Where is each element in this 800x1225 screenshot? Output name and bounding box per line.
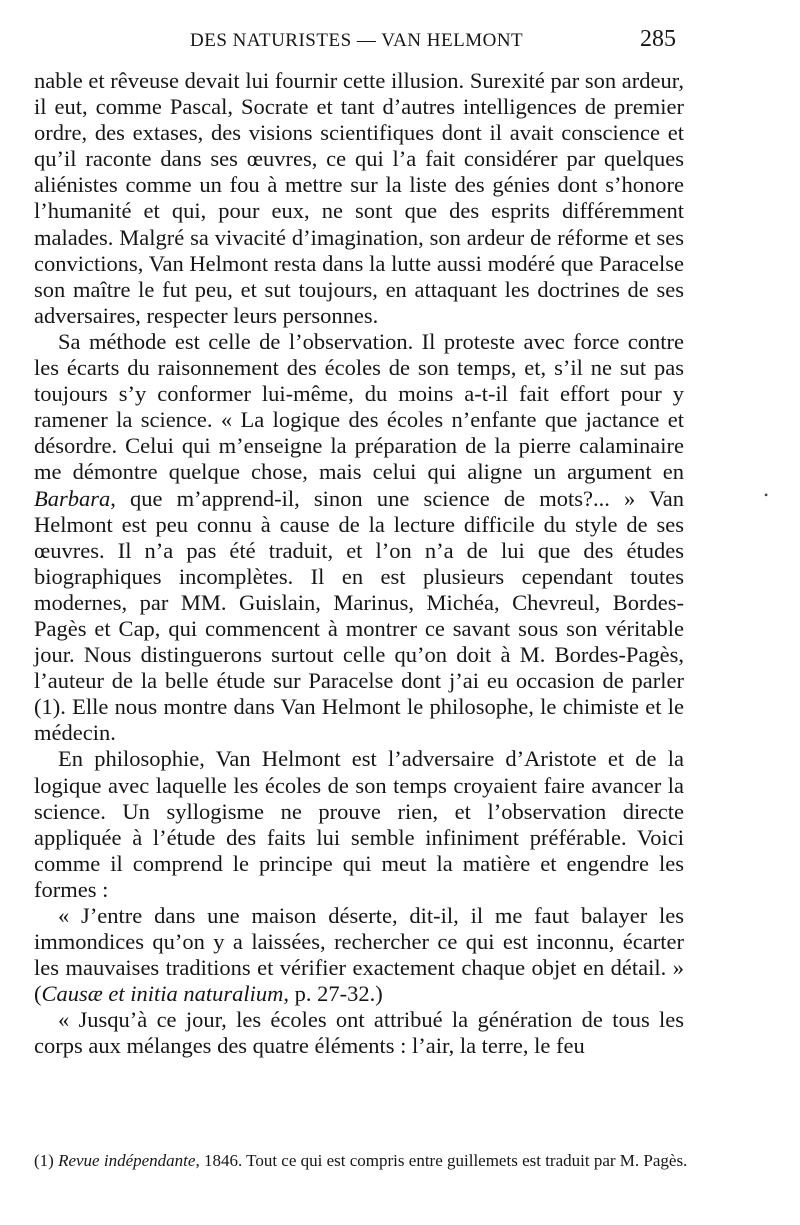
paragraph-4: [34, 903, 684, 1007]
paragraph-1: nable et rêveuse devait lui fournir cette illusion. Surexité par son ardeur, il eut, comme Pascal, Socrate et tant d’autres intelligences de premier ordre, des extases, des visions scientifiques dont il avait conscience et qu’il raconte dans ses œuvres, ce qui l’a fait considérer par quelques aliénistes comme un fou à mettre sur la liste des génies dont s’honore l’humanité et qui, pour eux, ne sont que des esprits différemment malades. Malgré sa vivacité d’imagination, son ardeur de réforme et ses convictions, Van Helmont resta dans la lutte aussi modéré que Paracelse son maître le fut peu, et sut toujours, en attaquant les doctrines de ses adversaires, respecter leurs personnes.: [34, 68, 684, 328]
citation-title-italic: Causæ et initia naturalium: [41, 981, 284, 1007]
page-number: 285: [640, 26, 676, 52]
running-head: DES NATURISTES — VAN HELMONT: [190, 30, 524, 51]
paragraph-3: En philosophie, Van Helmont est l’adversaire d’Aristote et de la logique avec laquelle les écoles de son temps croyaient faire avancer la science. Un syllogisme ne prouve rien, et l’observation directe appliquée à l’étude des faits lui semble infiniment préférable. Voici comme il comprend le principe qui meut la matière et engendre les formes :: [34, 746, 684, 902]
footnote-marker: (1): [34, 1151, 59, 1170]
paragraph-2-part-a: Sa méthode est celle de l’observation. Il proteste avec force contre les écarts du raisonnement des écoles de son temps, et, s’il ne sut pas toujours s’y conformer lui-même, du moins a-t-il fait effort pour y ramener la science. « La logique des écoles n’enfante que jactance et désordre. Celui qui m’enseigne la préparation de la pierre calaminaire me démontre quelque chose, mais celui qui aligne un argument en: [34, 328, 684, 485]
footnote-source-title: Revue indépendante: [58, 1151, 196, 1170]
body-text: [34, 68, 684, 1060]
paragraph-4-part-b: , p. 27-32.): [283, 981, 383, 1007]
margin-speck: •: [764, 488, 769, 502]
paragraph-2: [34, 329, 684, 747]
paragraph-5: « Jusqu’à ce jour, les écoles ont attribué la génération de tous les corps aux mélanges des quatre éléments : l’air, la terre, le feu: [34, 1007, 684, 1059]
barbara-italic: Barbara: [34, 485, 111, 511]
paragraph-4-part-a: « J’entre dans une maison déserte, dit-il, il me faut balayer les immondices qu’on y a laissées, rechercher ce qui est inconnu, écarter les mauvaises traditions et vérifier exactement chaque objet en détail. » (: [34, 903, 684, 1007]
paragraph-2-part-b: , que m’apprend-il, sinon une science de mots?... » Van Helmont est peu connu à cause de la lecture difficile du style de ses œuvres. Il n’a pas été traduit, et l’on n’a de lui que des études biographiques incomplètes. Il en est plusieurs cependant toutes modernes, par MM. Guislain, Marinus, Michéa, Chevreul, Bordes-Pagès et Cap, qui commencent à montrer ce savant sous son véritable jour. Nous distinguerons surtout celle qu’on doit à M. Bordes-Pagès, l’auteur de la belle étude sur Paracelse dont j’ai eu occasion de parler (1). Elle nous montre dans Van Helmont le philosophe, le chimiste et le médecin.: [34, 485, 684, 746]
footnote-text: , 1846. Tout ce qui est compris entre guillemets est traduit par M. Pagès.: [195, 1151, 688, 1170]
footnote: [34, 1150, 688, 1171]
